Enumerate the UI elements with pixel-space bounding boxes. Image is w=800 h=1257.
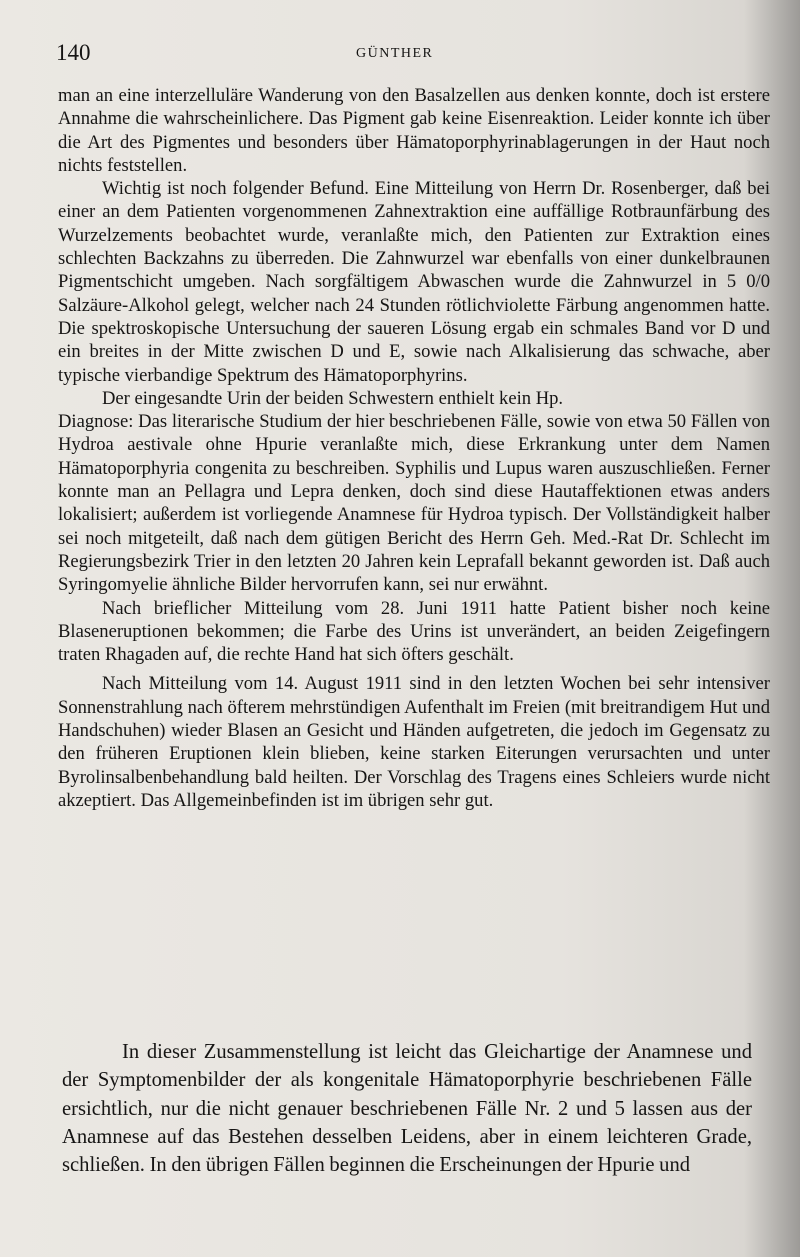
paragraph-4: Nach brieflicher Mitteilung vom 28. Juni 1911 hatte Patient bisher noch keine Blaseneruptionen bekommen; die Farbe des Urins ist unverändert, an beiden Zeigefingern traten Rhagaden auf, die rechte Hand hat sich öfters geschält. [58, 597, 770, 666]
page-header [56, 40, 756, 72]
running-head: GÜNTHER [356, 46, 434, 61]
paragraph-5: Nach Mitteilung vom 14. August 1911 sind in den letzten Wochen bei sehr intensiver Sonnenstrahlung nach öfterem mehrstündigen Aufenthalt im Freien (mit breitrandigem Hut und Handschuhen) wieder Blasen an Gesicht und Händen aufgetreten, die jedoch im Gegensatz zu den früheren Eruptionen klein blieben, keine starken Eiterungen verursachten und unter Byrolinsalbenbehandlung bald heilten. Der Vorschlag des Tragens eines Schleiers wurde nicht akzeptiert. Das Allgemeinbefinden ist im übrigen sehr gut. [58, 673, 770, 811]
summary-paragraph: In dieser Zusammenstellung ist leicht das Gleichartige der Anamnese und der Symptomenbilder der als kongenitale Hämatoporphyrie beschriebenen Fälle ersichtlich, nur die nicht genauer beschriebenen Fälle Nr. 2 und 5 lassen aus der Anamnese auf das Bestehen desselben Leidens, aber in einem leichteren Grade, schließen. In den übrigen Fällen beginnen die Erscheinungen der Hpurie und [62, 1041, 752, 1177]
paragraph-2: Wichtig ist noch folgender Befund. Eine Mitteilung von Herrn Dr. Rosenberger, daß bei einer an dem Patienten vorgenommenen Zahnextraktion eine auffällige Rotbraunfärbung des Wurzelzements beobachtet wurde, veranlaßte mich, den Patienten zur Extraktion eines schlechten Backzahns zu überreden. Die Zahnwurzel war ebenfalls von einer dunkelbraunen Pigmentschicht umgeben. Nach sorgfältigem Abwaschen wurde die Zahnwurzel in 5 0/0 Salzäure-Alkohol gelegt, welcher nach 24 Stunden rötlichviolette Färbung angenommen hatte. Die spektroskopische Untersuchung der saueren Lösung ergab ein schmales Band vor D und ein breites in der Mitte zwischen D und E, sowie nach Alkalisierung das schwache, aber typische vierbandige Spektrum des Hämatoporphyrins. [58, 178, 770, 386]
page-number: 140 [56, 40, 91, 65]
paragraph-diagnose: Diagnose: Das literarische Studium der hier beschriebenen Fälle, sowie von etwa 50 Fällen von Hydroa aestivale ohne Hpurie veranlaßte mich, diese Erkrankung unter dem Namen Hämatoporphyria congenita zu beschreiben. Syphilis und Lupus waren auszuschließen. Ferner konnte man an Pellagra und Lepra denken, doch sind diese Hautaffektionen etwas anders lokalisiert; außerdem ist vorliegende Anamnese für Hydroa typisch. Der Vollständigkeit halber sei noch mitgeteilt, daß nach dem gütigen Bericht des Herrn Geh. Med.-Rat Dr. Schlecht im Regierungsbezirk Trier in den letzten 20 Jahren kein Leprafall bekannt geworden ist. Daß auch Syringomyelie ähnliche Bilder hervorrufen kann, sei nur erwähnt. [58, 411, 770, 596]
paragraph-1: man an eine interzelluläre Wanderung von den Basalzellen aus denken konnte, doch ist erstere Annahme die wahrscheinlichere. Das Pigment gab keine Eisenreaktion. Leider konnte ich über die Art des Pigmentes und besonders über Hämatoporphyrinablagerungen in der Haut noch nichts feststellen. [58, 85, 770, 176]
paragraph-3: Der eingesandte Urin der beiden Schwestern enthielt kein Hp. [102, 387, 564, 409]
summary-text [62, 1038, 752, 1179]
body-text [58, 84, 770, 812]
